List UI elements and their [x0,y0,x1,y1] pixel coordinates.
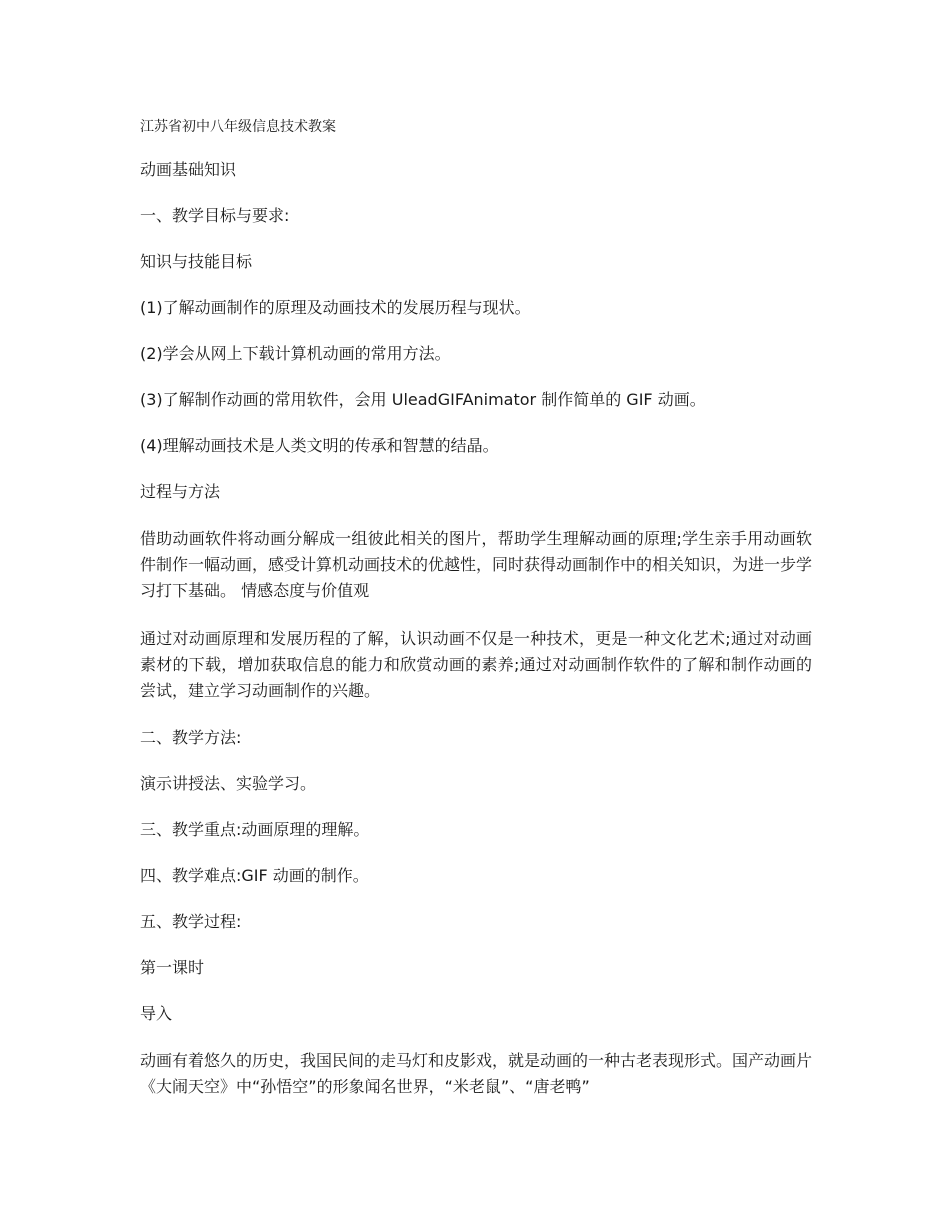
section-heading-objectives: 一、教学目标与要求: [140,206,290,225]
methods-text: 演示讲授法、实验学习。 [140,774,317,793]
subheading-introduction: 导入 [140,1004,173,1023]
attitude-values-paragraph: 通过对动画原理和发展历程的了解，认识动画不仅是一种技术，更是一种文化艺术;通过对动画素材的下载，增加获取信息的能力和欣赏动画的素养;通过对动画制作软件的了解和制作动画的尝试，建立学习动画制作的兴趣。 [140,629,812,700]
process-methods-paragraph: 借助动画软件将动画分解成一组彼此相关的图片，帮助学生理解动画的原理;学生亲手用动画软件制作一幅动画，感受计算机动画技术的优越性，同时获得动画制作中的相关知识，为进一步学习打下基础。 情感态度与价值观 [140,529,813,600]
subheading-process-methods: 过程与方法 [140,482,221,501]
objective-item-2: (2)学会从网上下载计算机动画的常用方法。 [140,344,451,363]
lesson-title: 动画基础知识 [140,160,237,179]
section-heading-key-points: 三、教学重点:动画原理的理解。 [140,820,370,839]
section-heading-process: 五、教学过程: [140,912,242,931]
document-header: 江苏省初中八年级信息技术教案 [140,119,336,135]
objective-item-1: (1)了解动画制作的原理及动画技术的发展历程与现状。 [140,298,531,317]
subheading-knowledge-skills: 知识与技能目标 [140,252,253,271]
section-heading-difficulties: 四、教学难点:GIF 动画的制作。 [140,866,369,885]
objective-item-4: (4)理解动画技术是人类文明的传承和智慧的结晶。 [140,436,499,455]
document-body [140,116,812,1122]
section-heading-methods: 二、教学方法: [140,728,242,747]
introduction-paragraph: 动画有着悠久的历史，我国民间的走马灯和皮影戏，就是动画的一种古老表现形式。国产动画片《大闹天空》中“孙悟空”的形象闻名世界，“米老鼠”、“唐老鸭” [140,1051,813,1096]
lesson-period: 第一课时 [140,958,205,977]
objective-item-3: (3)了解制作动画的常用软件，会用 UleadGIFAnimator 制作简单的 GIF 动画。 [140,390,706,409]
